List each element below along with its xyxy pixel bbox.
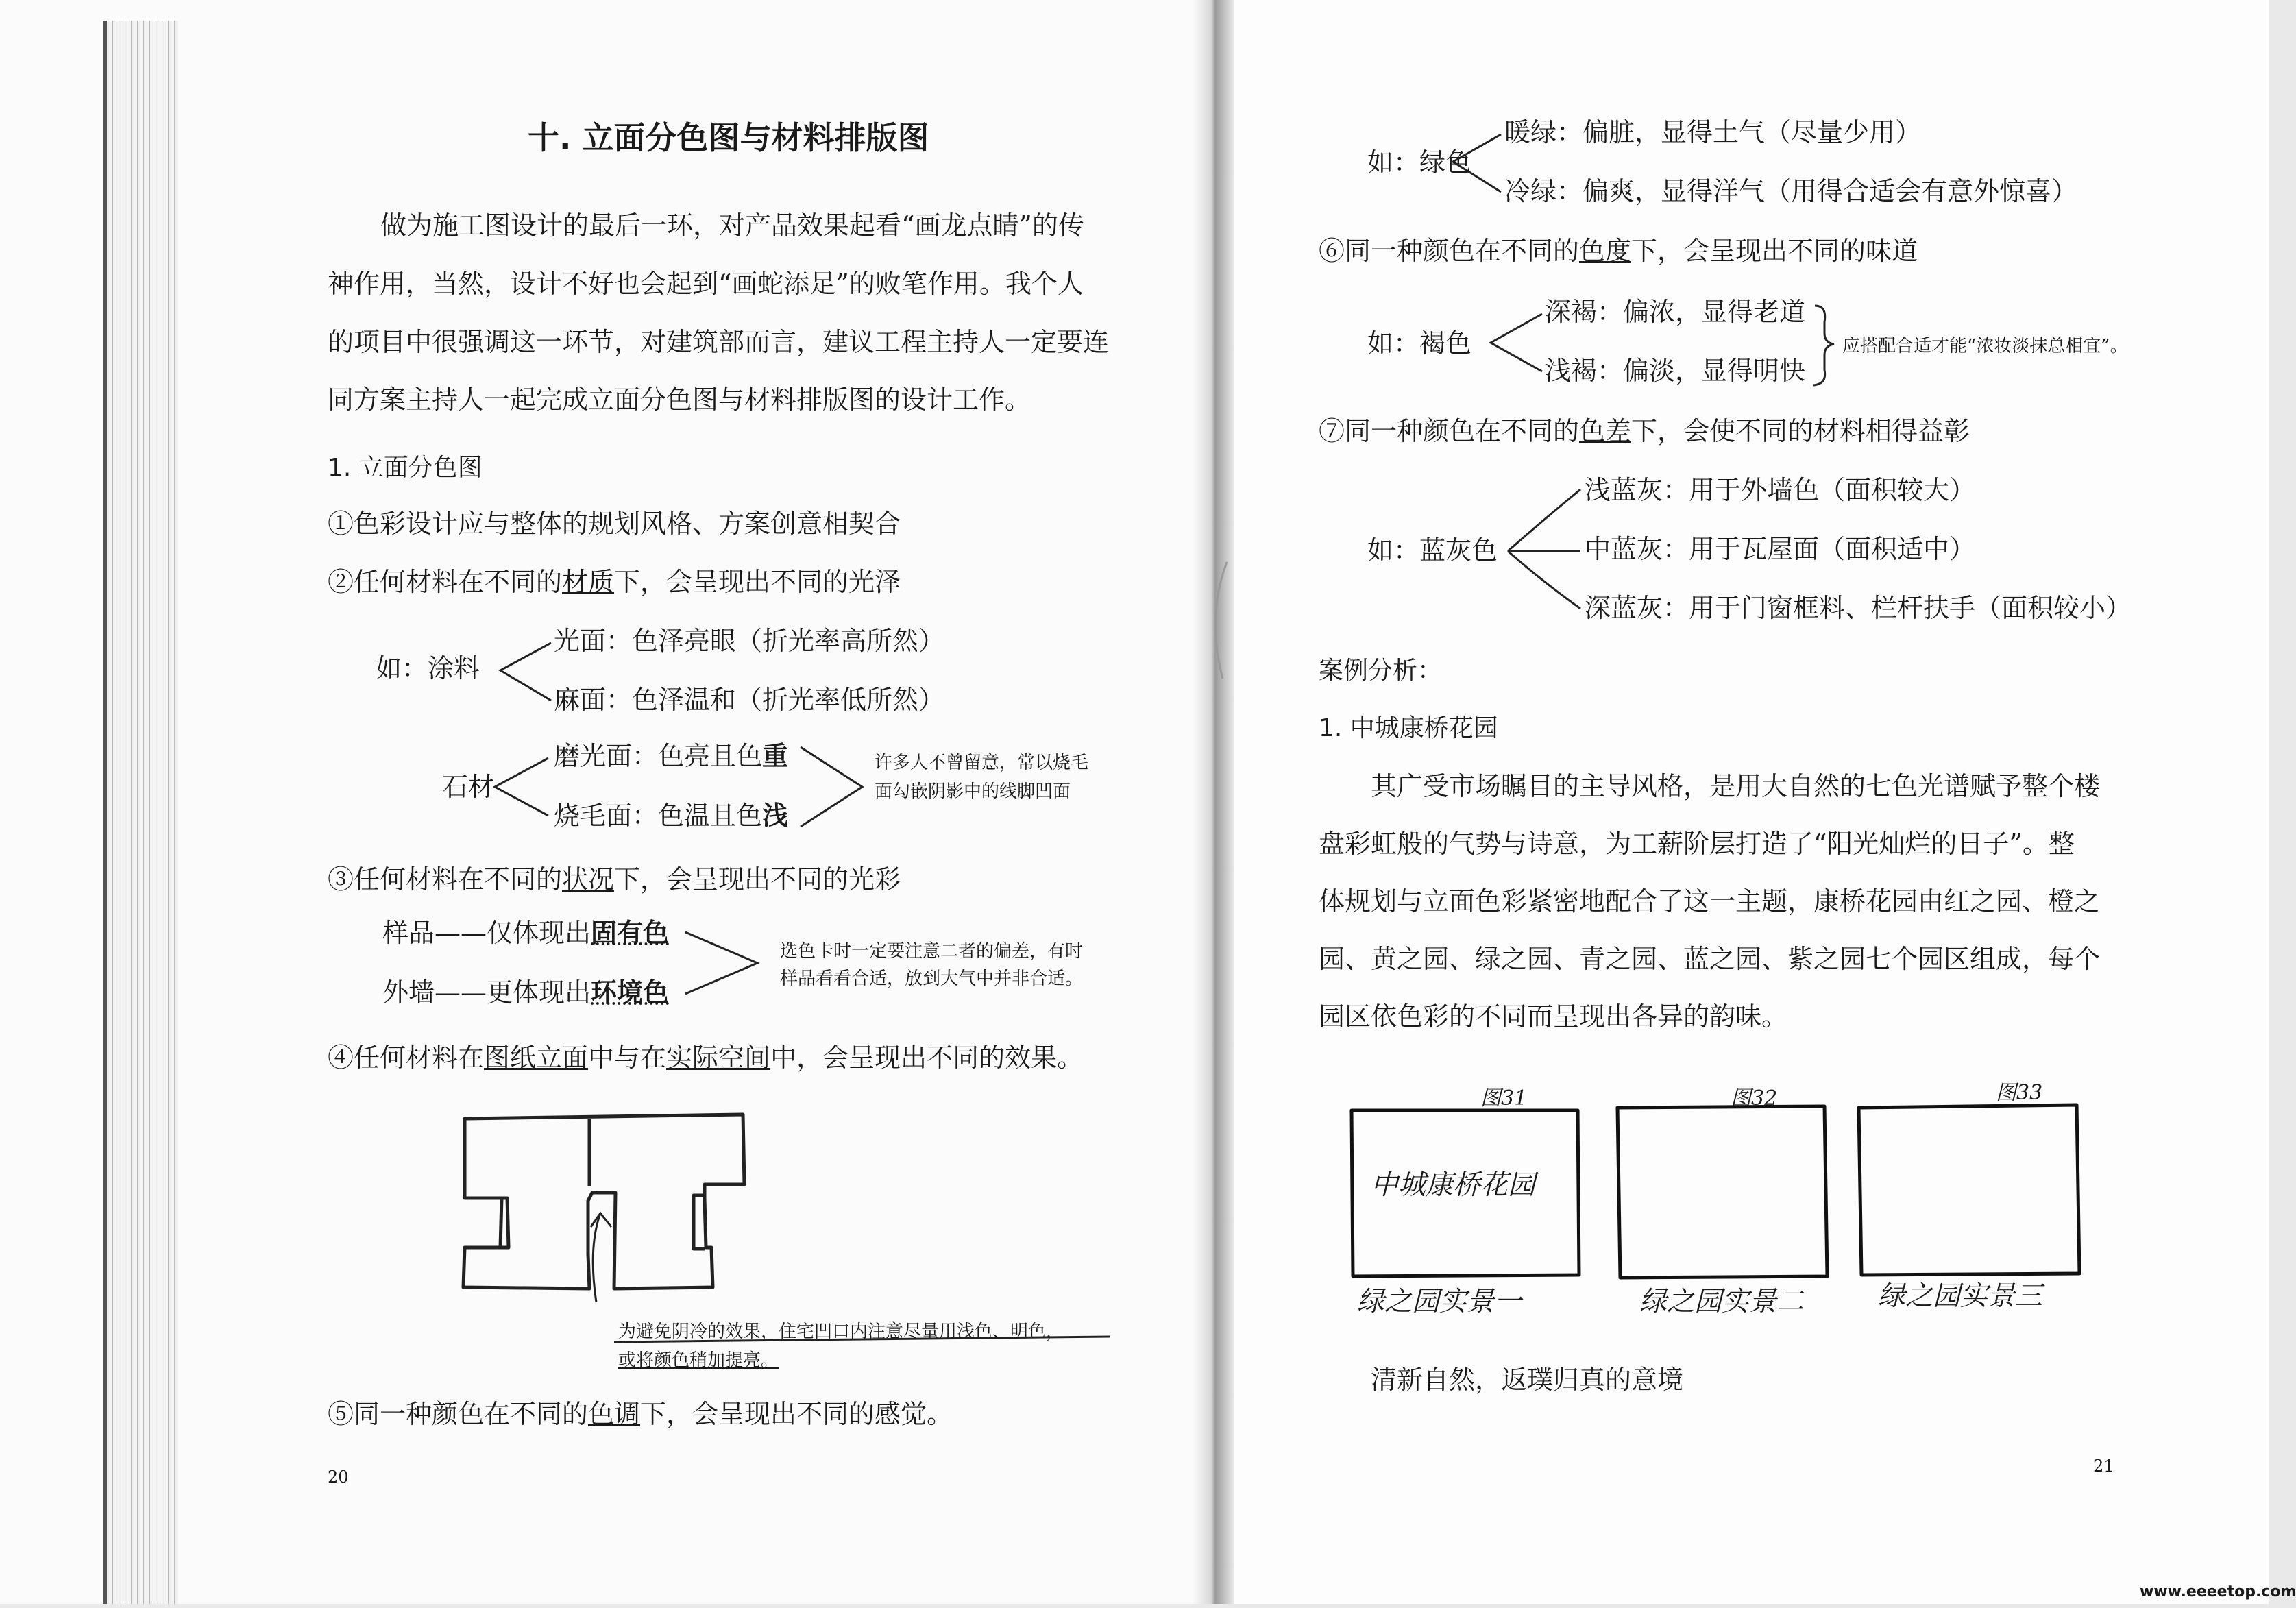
sample-note-1: 选色卡时一定要注意二者的偏差，有时 bbox=[780, 941, 1084, 962]
figure-31-caption: 绿之园实景一 bbox=[1357, 1286, 1522, 1317]
brown-note: 应搭配合适才能“浓妆淡抹总相宜”。 bbox=[1842, 336, 2128, 356]
sketch-note-2: 或将颜色稍加提亮。 bbox=[618, 1350, 779, 1371]
brown-light: 浅褐：偏淡，显得明快 bbox=[1545, 356, 1806, 386]
sample-line: 样品——仅体现出固有色 bbox=[382, 917, 670, 948]
green-label: 如：绿色 bbox=[1367, 147, 1472, 178]
brown-label: 如：褐色 bbox=[1367, 328, 1472, 358]
case-heading: 案例分析： bbox=[1319, 657, 1443, 685]
sample-chevron bbox=[685, 932, 757, 994]
point-5: ⑤同一种颜色在不同的色调下，会呈现出不同的感觉。 bbox=[328, 1399, 953, 1429]
grey-dark: 深蓝灰：用于门窗框料、栏杆扶手（面积较小） bbox=[1585, 593, 2132, 623]
sketch-note-line bbox=[614, 1337, 1110, 1342]
green-warm: 暖绿：偏脏，显得土气（尽量少用） bbox=[1504, 117, 1922, 147]
closing-line: 清新自然，返璞归真的意境 bbox=[1371, 1365, 1684, 1395]
figure-32-caption: 绿之园实景二 bbox=[1639, 1286, 1804, 1317]
stone-brace bbox=[495, 758, 548, 816]
sample-note-2: 样品看看合适，放到大气中并非合适。 bbox=[780, 969, 1084, 989]
stone-chevron bbox=[801, 747, 862, 827]
point-4: ④任何材料在图纸立面中与在实际空间中，会呈现出不同的效果。 bbox=[328, 1043, 1084, 1073]
case-text-1: 其广受市场瞩目的主导风格，是用大自然的七色光谱赋予整个楼 bbox=[1371, 771, 2101, 801]
case-text-2: 盘彩虹般的气势与诗意，为工薪阶层打造了“阳光灿烂的日子”。整 bbox=[1319, 829, 2075, 859]
figure-32-box bbox=[1617, 1106, 1827, 1278]
intro-line-2: 神作用，当然，设计不好也会起到“画蛇添足”的败笔作用。我个人 bbox=[328, 269, 1084, 299]
coating-brace bbox=[500, 643, 551, 701]
grey-medium: 中蓝灰：用于瓦屋面（面积适中） bbox=[1585, 534, 1976, 564]
figure-31-inner-text: 中城康桥花园 bbox=[1371, 1169, 1535, 1201]
point-3: ③任何材料在不同的状况下，会呈现出不同的光彩 bbox=[328, 864, 901, 894]
case-text-3: 体规划与立面色彩紧密地配合了这一主题，康桥花园由红之园、橙之 bbox=[1319, 886, 2101, 916]
point-2: ②任何材料在不同的材质下，会呈现出不同的光泽 bbox=[328, 567, 901, 597]
stone-flamed: 烧毛面：色温且色浅 bbox=[554, 800, 789, 831]
figure-31-tag: 图31 bbox=[1480, 1086, 1528, 1110]
coating-gloss: 光面：色泽亮眼（折光率高所然） bbox=[554, 626, 945, 656]
grey-fan bbox=[1508, 489, 1580, 609]
stone-polished: 磨光面：色亮且色重 bbox=[554, 740, 789, 771]
figure-32-tag: 图32 bbox=[1731, 1086, 1778, 1110]
coating-matte: 麻面：色泽温和（折光率低所然） bbox=[554, 685, 945, 715]
brown-dark: 深褐：偏浓，显得老道 bbox=[1545, 297, 1806, 327]
page-number-right: 21 bbox=[2093, 1457, 2114, 1476]
brown-curly-brace bbox=[1813, 306, 1834, 385]
sketch-note-1: 为避免阴冷的效果，住宅凹口内注意尽量用浅色、明色， bbox=[618, 1321, 1064, 1342]
coating-label: 如：涂料 bbox=[376, 653, 480, 683]
green-cool: 冷绿：偏爽，显得洋气（用得合适会有意外惊喜） bbox=[1504, 176, 2078, 206]
brown-brace bbox=[1491, 314, 1542, 371]
page-title: 十. 立面分色图与材料排版图 bbox=[528, 119, 929, 156]
point-6: ⑥同一种颜色在不同的色度下，会呈现出不同的味道 bbox=[1319, 236, 1918, 266]
green-brace bbox=[1453, 134, 1501, 192]
figure-33-tag: 图33 bbox=[1996, 1081, 2043, 1105]
stone-note-2: 面勾嵌阴影中的线脚凹面 bbox=[875, 781, 1071, 802]
scan-mark bbox=[1215, 562, 1227, 679]
figure-33-box bbox=[1859, 1105, 2079, 1275]
grey-label: 如：蓝灰色 bbox=[1367, 535, 1498, 565]
page-number-left: 20 bbox=[328, 1467, 349, 1487]
intro-line-4: 同方案主持人一起完成立面分色图与材料排版图的设计工作。 bbox=[328, 385, 1031, 415]
sketch-plan bbox=[463, 1114, 744, 1289]
point-1: ①色彩设计应与整体的规划风格、方案创意相契合 bbox=[328, 509, 901, 539]
case-text-5: 园区依色彩的不同而呈现出各异的韵味。 bbox=[1319, 1001, 1788, 1032]
watermark: www.eeeetop.com bbox=[2140, 1583, 2296, 1600]
sketch-arrow bbox=[591, 1213, 611, 1302]
wall-line: 外墙——更体现出环境色 bbox=[382, 977, 670, 1008]
section-heading-1: 1. 立面分色图 bbox=[328, 454, 483, 482]
intro-line-3: 的项目中很强调这一环节，对建筑部而言，建议工程主持人一定要连 bbox=[328, 327, 1110, 357]
point-7: ⑦同一种颜色在不同的色差下，会使不同的材料相得益彰 bbox=[1319, 416, 1970, 446]
figure-31-box bbox=[1352, 1110, 1579, 1276]
stone-note-1: 许多人不曾留意，常以烧毛 bbox=[875, 753, 1089, 773]
case-1-title: 1. 中城康桥花园 bbox=[1319, 714, 1498, 742]
stone-label: 石材 bbox=[442, 772, 495, 802]
intro-line-1: 做为施工图设计的最后一环，对产品效果起看“画龙点睛”的传 bbox=[380, 210, 1084, 241]
case-text-4: 园、黄之园、绿之园、青之园、蓝之园、紫之园七个园区组成，每个 bbox=[1319, 944, 2101, 974]
grey-light: 浅蓝灰：用于外墙色（面积较大） bbox=[1585, 475, 1976, 505]
figure-33-caption: 绿之园实景三 bbox=[1878, 1280, 2042, 1312]
